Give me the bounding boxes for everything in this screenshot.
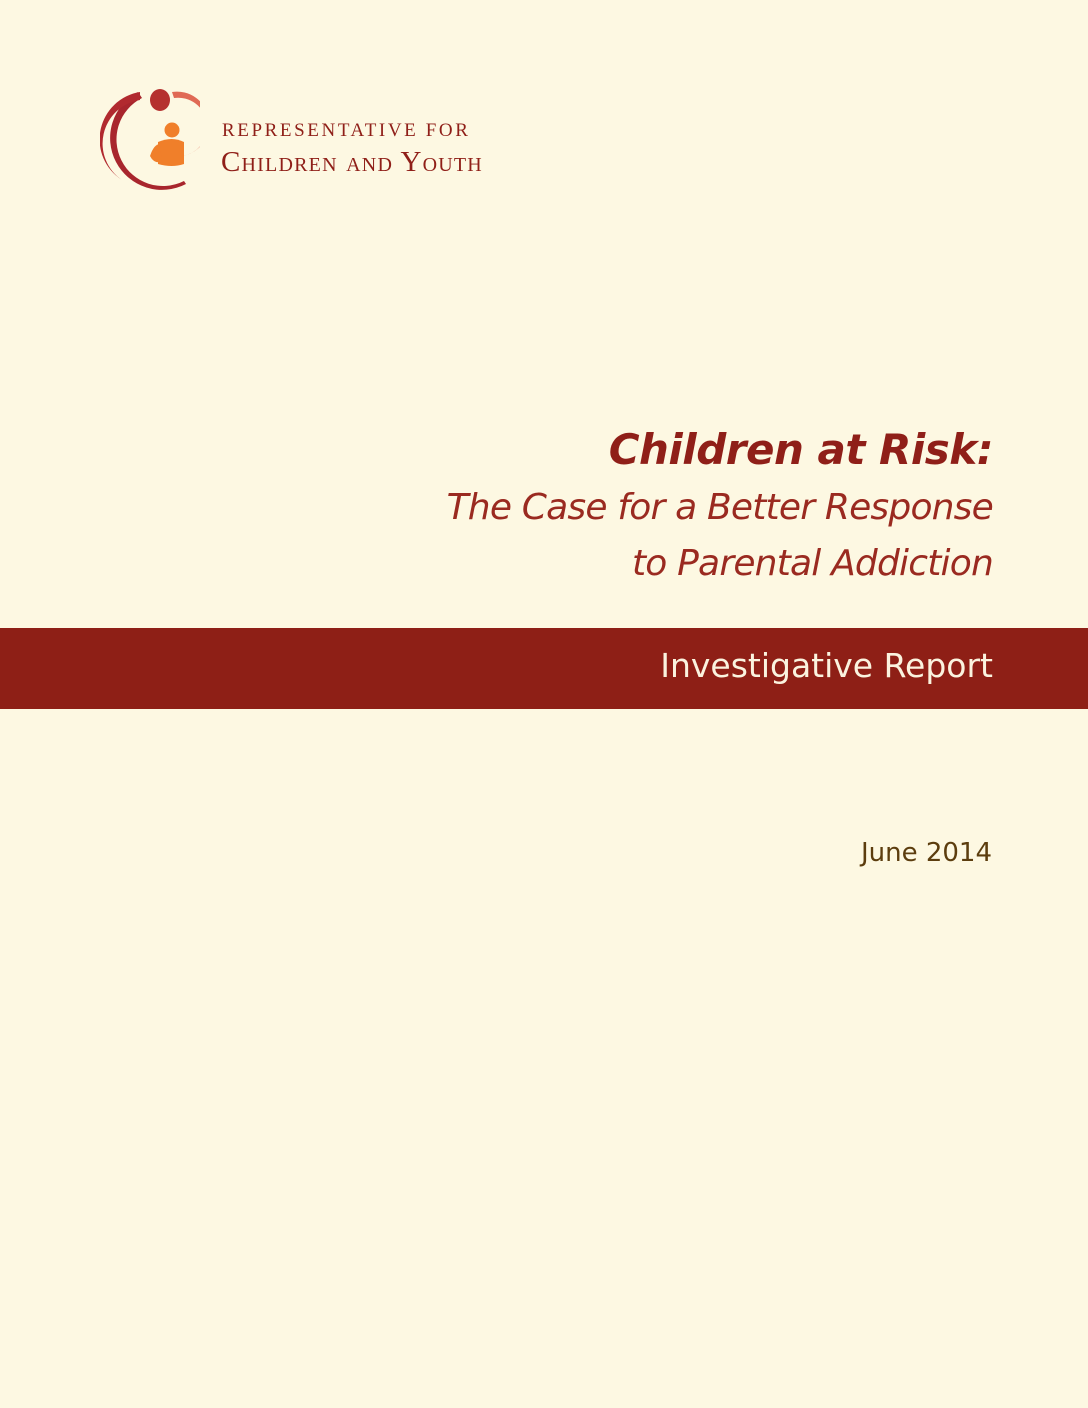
report-type-label: Investigative Report [660,646,993,685]
report-subtitle-line2: to Parental Addiction [631,543,993,584]
report-type-banner [0,628,1088,709]
report-title: Children at Risk: [608,425,993,474]
organization-name-line2: Children and Youth [221,146,483,178]
organization-logo [100,84,570,196]
report-title-block [447,420,993,592]
parent-child-logo-icon [100,84,200,196]
report-date: June 2014 [860,838,992,868]
organization-name-line1: REPRESENTATIVE FOR [222,120,471,141]
report-subtitle-line1: The Case for a Better Response [446,487,993,528]
